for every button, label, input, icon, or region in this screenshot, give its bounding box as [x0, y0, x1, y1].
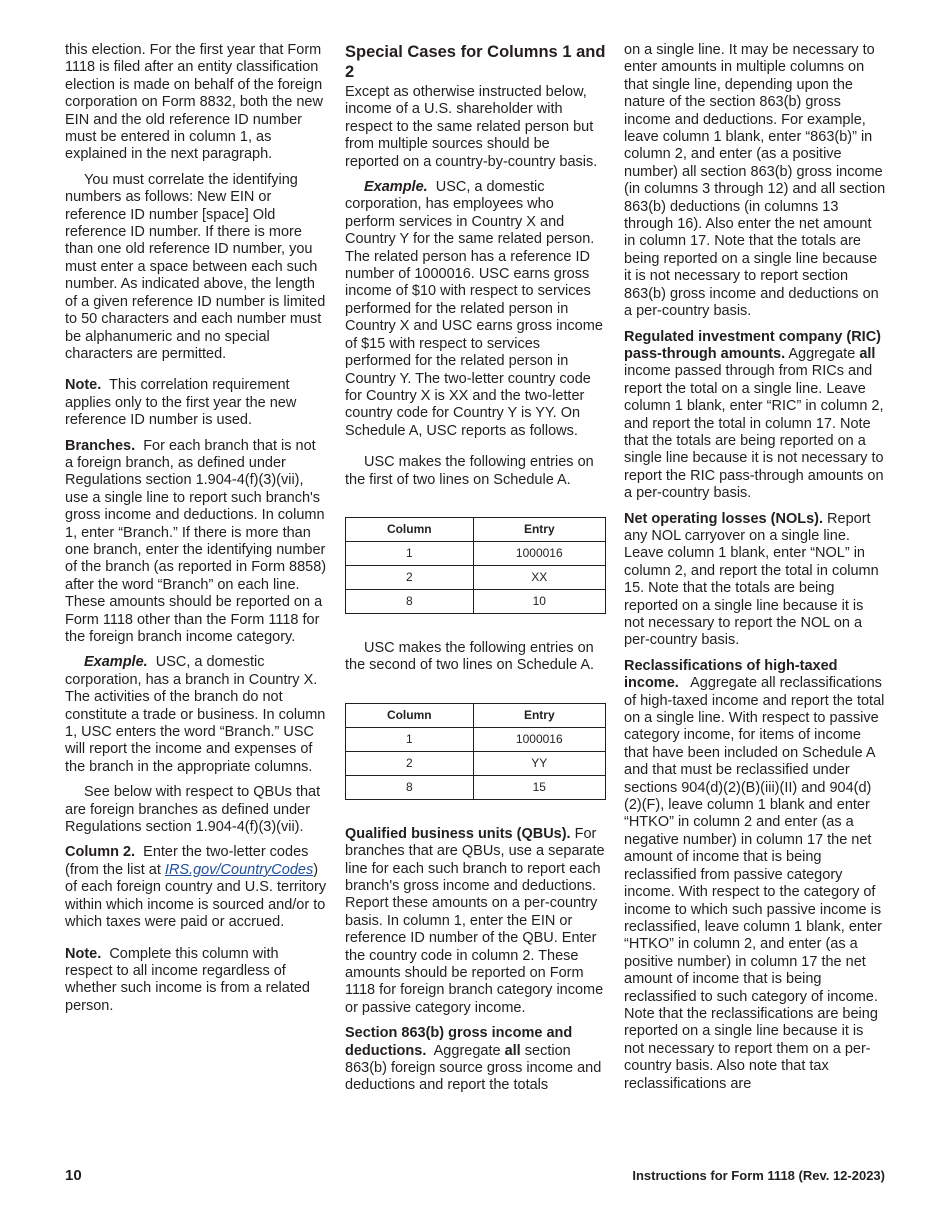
- reclassification-heading: Reclassifications of high-taxed income.: [624, 657, 838, 692]
- table-row: [346, 751, 606, 775]
- emphasis-all: all: [504, 1042, 521, 1059]
- note-label: Note.: [65, 377, 102, 394]
- table-header-cell: Entry: [473, 517, 605, 541]
- entries-table-first-line: [345, 517, 606, 614]
- ric-text: income passed through from RICs and report the total on a single line. Leave column 1 blank, enter “RIC” in column 2, and report the total in column 17. Note that the totals are being reported on a single line because it is not necessary to report the RIC pass-through amounts on a per-country basis.: [624, 363, 884, 502]
- qbu-heading: Qualified business units (QBUs).: [345, 825, 571, 842]
- emphasis-all: all: [859, 345, 876, 362]
- table-cell: 1000016: [473, 541, 605, 565]
- note-text: This correlation requirement applies only to the first year the new reference ID number is used.: [65, 377, 297, 429]
- reclassification-paragraph: [624, 658, 886, 1093]
- note-text: Complete this column with respect to all income regardless of whether such income is from a related person.: [65, 945, 310, 1014]
- branches-text: For each branch that is not a foreign branch, as defined under Regulations section 1.904-4(f)(3)(vii), use a single line to report such branch's gross income and deductions. In column 1, enter “Branch.” If there is more than one branch, enter the identifying number of the branch (as reported in Form 8858) after the word “Branch” on each line. These amounts should be reported on a Form 1118 other than the Form 1118 for the foreign branch income category.: [65, 437, 327, 645]
- example-text: USC, a domestic corporation, has employees who perform services in Country X and Country Y for the same related person. The related person has a reference ID number of 1000016. USC earns gross income of $10 with respect to services performed for the related person in Country X and USC earns gross income of $15 with respect to services performed for the related person in Country Y. The two-letter country code for Country X is XX and the two-letter country code for Country Y is YY. On Schedule A, USC reports as follows.: [345, 179, 603, 439]
- table-header-row: [346, 517, 606, 541]
- column2-paragraph: [65, 844, 327, 931]
- table-header-cell: Entry: [473, 703, 605, 727]
- section-863b-text: Aggregate: [433, 1042, 501, 1059]
- page-number: 10: [65, 1167, 82, 1184]
- note-label: Note.: [65, 945, 102, 962]
- section-863b-text: section 863(b) foreign source gross income and deductions and report the totals: [345, 1042, 602, 1094]
- nol-text: Report any NOL carryover on a single line. Leave column 1 blank, enter “NOL” in column 2, and report the total in column 15. Note that the totals are being reported on a single line because it is not necessary to report the NOL on a per-country basis.: [624, 510, 879, 649]
- note-paragraph: [65, 946, 327, 1016]
- reclassification-text: Aggregate all reclassifications of high-taxed income and report the total on a single line. With respect to passive category income, for items of income that have been included on Schedule A and that must be reclassified under sections 904(d)(2)(B)(iii)(II) and 904(d)(2)(F), leave column 1 blank and enter “HTKO” in column 2 and enter (as a negative number) in column 17 the net amount of income that is being reclassified from passive category income. With respect to the category of income to which such passive income is reclassified, leave column 1 blank, enter “HTKO” in column 2, and enter (as a positive number) in column 17 the net amount of income that is being reclassified to such category of income. Note that the reclassifications are being reported on a single line because it is not necessary to report them on a per-country basis. Also note that tax reclassifications are: [624, 675, 885, 1092]
- example-label: Example.: [364, 179, 428, 196]
- column2-text: ) of each foreign country and U.S. territory within which income is sourced and/or to which taxes were paid or accrued.: [65, 861, 327, 931]
- table-cell: 8: [346, 589, 474, 613]
- table-cell: 15: [473, 775, 605, 799]
- table-header-cell: Column: [346, 517, 474, 541]
- paragraph: this election. For the first year that Form 1118 is filed after an entity classification election is made on behalf of the foreign corporation on Form 8832, both the new EIN and the old reference ID number must be entered in column 1, as explained in the next paragraph.: [65, 42, 323, 163]
- table-header-cell: Column: [346, 703, 474, 727]
- paragraph: Except as otherwise instructed below, income of a U.S. shareholder with respect to the same related person but from multiple sources should be reported on a country-by-country basis.: [345, 84, 598, 170]
- branches-heading: Branches.: [65, 437, 136, 454]
- table-row: [346, 727, 606, 751]
- ric-text: Aggregate: [788, 345, 856, 362]
- note-paragraph: [65, 377, 327, 429]
- example-text: USC, a domestic corporation, has a branch in Country X. The activities of the branch do not constitute a trade or business. In column 1, USC enters the word “Branch.” USC will report the income and expenses of the branch in the appropriate columns.: [65, 654, 326, 775]
- paragraph: USC makes the following entries on the second of two lines on Schedule A.: [345, 639, 595, 674]
- table-cell: 10: [473, 589, 605, 613]
- country-codes-link[interactable]: IRS.gov/CountryCodes: [164, 861, 314, 878]
- qbu-text: For branches that are QBUs, use a separate line for each such branch to report each branch's gross income and deductions. Report these amounts on a per-country basis. In column 1, enter the EIN or reference ID number of the QBU. Enter the country code in column 2. These amounts should be reported on Form 1118 for foreign branch category income or passive category income.: [345, 825, 605, 1016]
- nol-heading: Net operating losses (NOLs).: [624, 510, 824, 527]
- section-heading: Special Cases for Columns 1 and 2: [345, 43, 606, 81]
- paragraph: on a single line. It may be necessary to enter amounts in multiple columns on that single line, depending upon the nature of the section 863(b) gross income and deductions. For example, leave column 1 blank, enter “863(b)” in column 2, and enter (as a positive number) all section 863(b) gross income (in columns 3 through 12) and all section 863(b) deductions (in columns 13 through 16). Also enter the net amount in column 17. Note that the totals are being reported on a single line because it is not necessary to report section 863(b) gross income and deductions on a per-country basis.: [624, 42, 886, 320]
- example-label: Example.: [84, 654, 148, 671]
- table-cell: YY: [473, 751, 605, 775]
- table-cell: 8: [346, 775, 474, 799]
- entries-table-second-line: [345, 703, 606, 800]
- example-paragraph: [345, 179, 607, 440]
- ric-paragraph: [624, 329, 886, 503]
- branches-paragraph: [65, 438, 327, 647]
- table-header-row: [346, 703, 606, 727]
- paragraph: USC makes the following entries on the first of two lines on Schedule A.: [345, 454, 594, 488]
- table-cell: 2: [346, 751, 474, 775]
- column-right: [624, 42, 886, 1101]
- table-row: [346, 589, 606, 613]
- table-row: [346, 775, 606, 799]
- qbu-paragraph: [345, 826, 607, 1017]
- table-cell: XX: [473, 565, 605, 589]
- ric-heading: Regulated investment company (RIC) pass-through amounts.: [624, 328, 882, 362]
- column-middle: [345, 42, 607, 1103]
- table-cell: 1000016: [473, 727, 605, 751]
- table-cell: 2: [346, 565, 474, 589]
- column-left: [65, 42, 327, 1023]
- table-cell: 1: [346, 541, 474, 565]
- paragraph: You must correlate the identifying numbers as follows: New EIN or reference ID number [space] Old reference ID number. If there is more than one old reference ID number, you must enter a space between each such number. As indicated above, the length of a given reference ID number is limited to 50 characters and each number must be alphanumeric and no special characters are permitted.: [65, 171, 326, 362]
- section-863b-heading: Section 863(b) gross income and deductions.: [345, 1025, 573, 1059]
- table-row: [346, 541, 606, 565]
- table-cell: 1: [346, 727, 474, 751]
- example-paragraph: [65, 654, 327, 776]
- column2-heading: Column 2.: [65, 844, 136, 861]
- column2-text: Enter the two-letter codes (from the list at: [65, 844, 309, 878]
- paragraph: See below with respect to QBUs that are foreign branches as defined under Regulations section 1.904-4(f)(3)(vii).: [65, 784, 321, 836]
- section-863b-paragraph: [345, 1025, 607, 1095]
- nol-paragraph: [624, 511, 886, 650]
- table-row: [346, 565, 606, 589]
- form-title-footer: Instructions for Form 1118 (Rev. 12-2023): [632, 1168, 885, 1183]
